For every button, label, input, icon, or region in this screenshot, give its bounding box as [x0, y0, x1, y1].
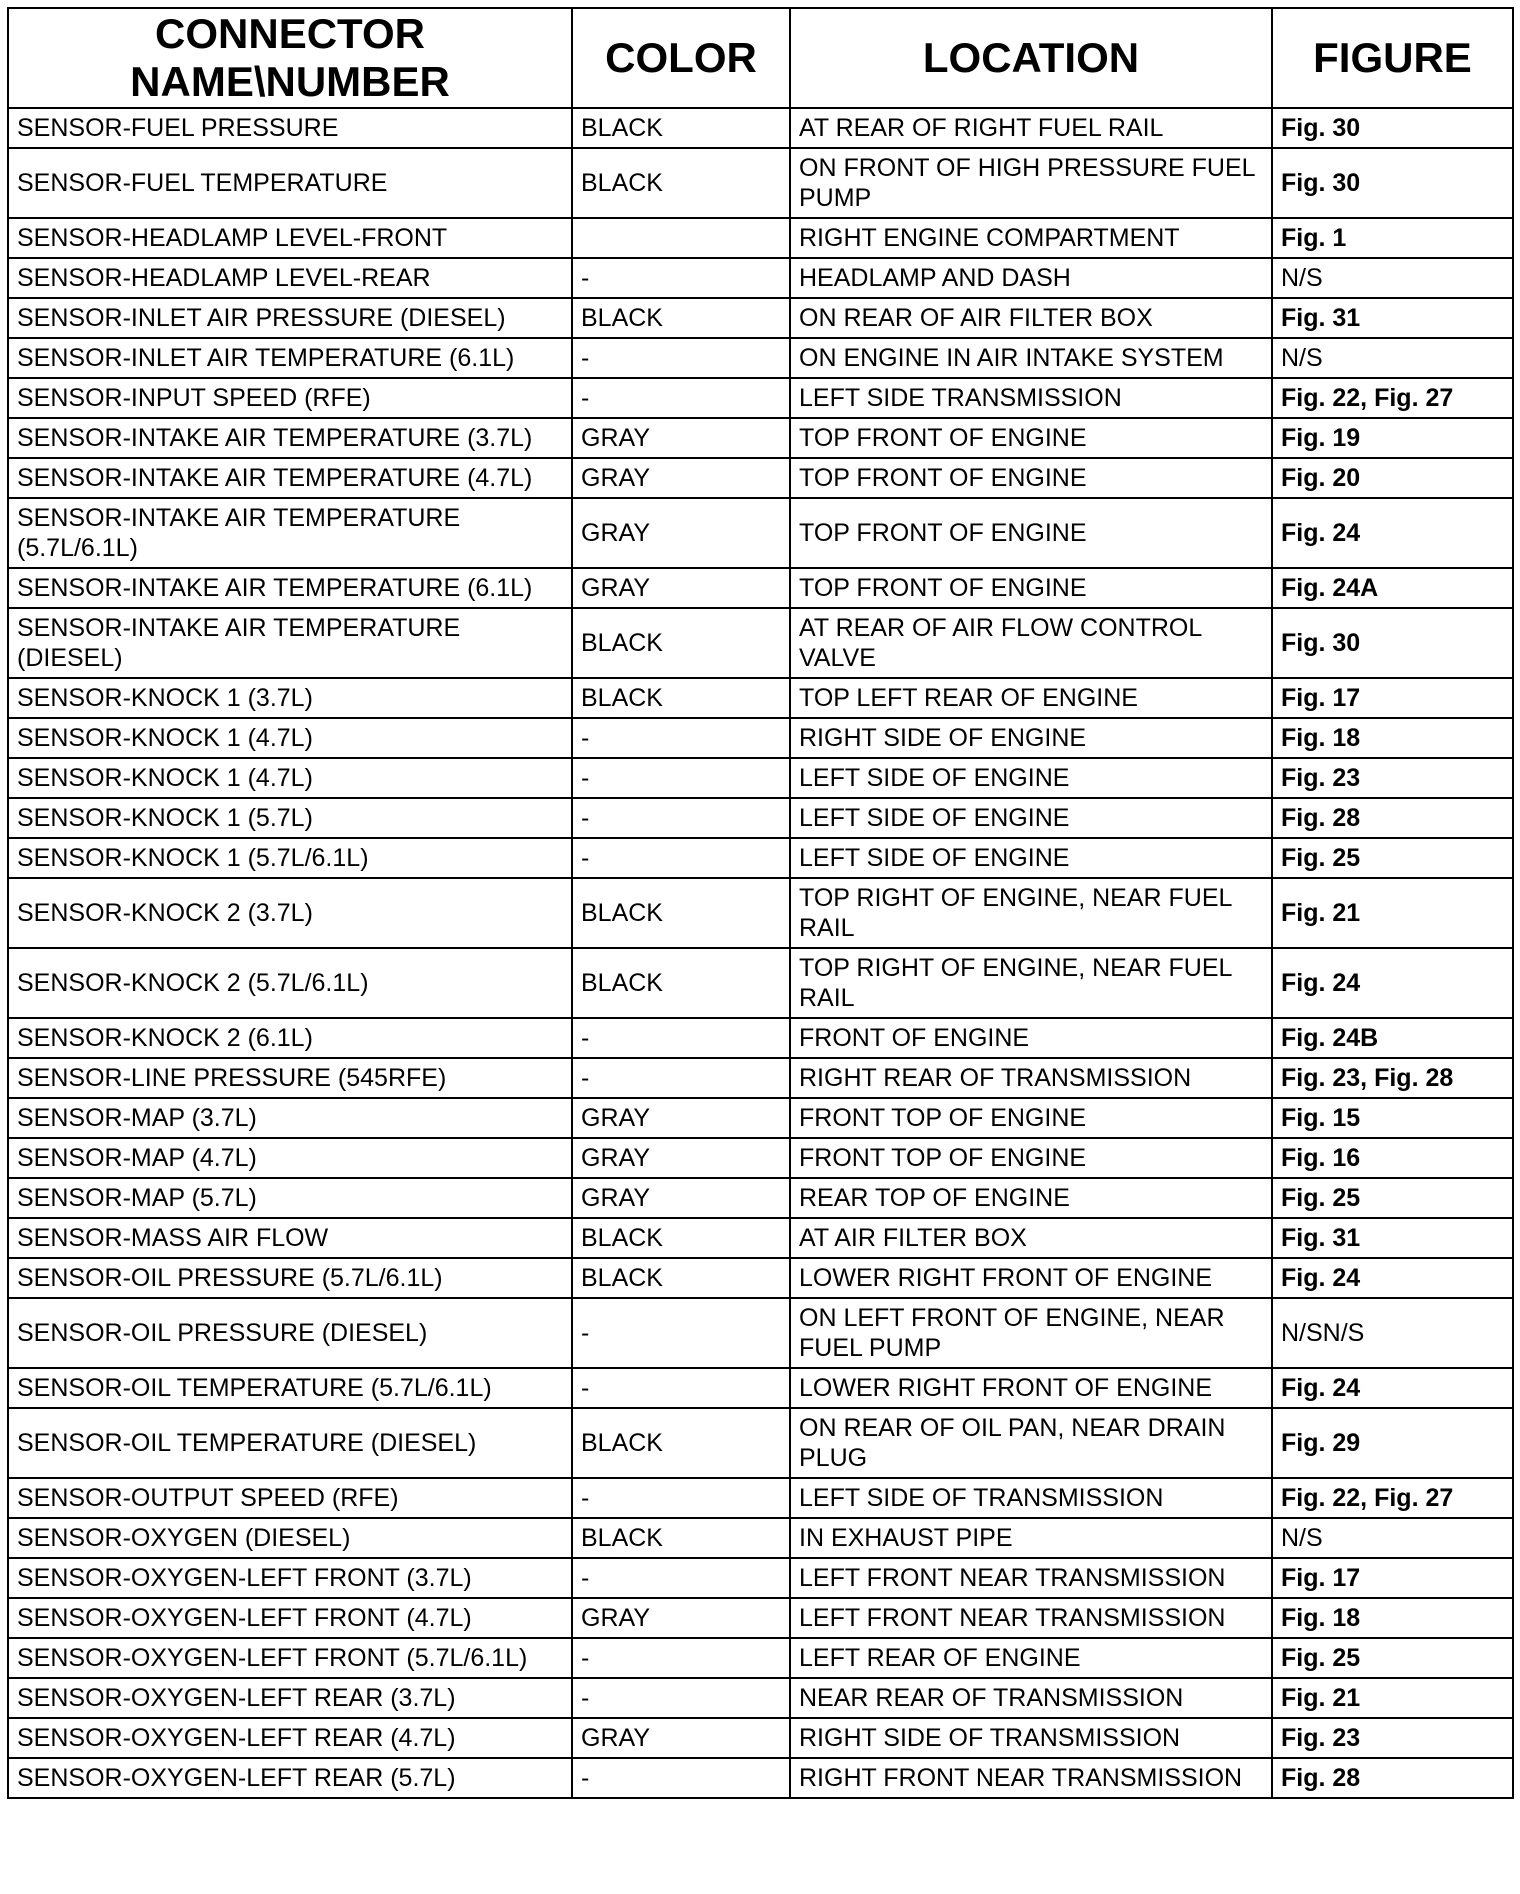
- cell-color: -: [572, 1298, 790, 1368]
- table-row: [8, 1478, 1513, 1518]
- cell-location: TOP FRONT OF ENGINE: [790, 498, 1272, 568]
- table-row: [8, 758, 1513, 798]
- table-row: [8, 718, 1513, 758]
- table-row: [8, 1408, 1513, 1478]
- cell-color: -: [572, 718, 790, 758]
- cell-location: FRONT OF ENGINE: [790, 1018, 1272, 1058]
- table-row: [8, 1298, 1513, 1368]
- table-row: [8, 798, 1513, 838]
- cell-location: RIGHT SIDE OF TRANSMISSION: [790, 1718, 1272, 1758]
- cell-color: GRAY: [572, 1598, 790, 1638]
- cell-location: TOP LEFT REAR OF ENGINE: [790, 678, 1272, 718]
- cell-location: RIGHT FRONT NEAR TRANSMISSION: [790, 1758, 1272, 1798]
- cell-connector-name: SENSOR-OIL TEMPERATURE (5.7L/6.1L): [8, 1368, 572, 1408]
- table-row: [8, 418, 1513, 458]
- cell-color: -: [572, 1478, 790, 1518]
- cell-color: -: [572, 1558, 790, 1598]
- cell-location: REAR TOP OF ENGINE: [790, 1178, 1272, 1218]
- cell-color: GRAY: [572, 1178, 790, 1218]
- header-location: LOCATION: [790, 8, 1272, 108]
- cell-location: LEFT SIDE OF ENGINE: [790, 758, 1272, 798]
- cell-connector-name: SENSOR-KNOCK 1 (4.7L): [8, 758, 572, 798]
- cell-connector-name: SENSOR-KNOCK 1 (5.7L): [8, 798, 572, 838]
- cell-figure: Fig. 31: [1272, 298, 1513, 338]
- cell-location: ON ENGINE IN AIR INTAKE SYSTEM: [790, 338, 1272, 378]
- cell-connector-name: SENSOR-INTAKE AIR TEMPERATURE (4.7L): [8, 458, 572, 498]
- cell-color: BLACK: [572, 298, 790, 338]
- cell-location: IN EXHAUST PIPE: [790, 1518, 1272, 1558]
- cell-figure: N/S: [1272, 258, 1513, 298]
- table-row: [8, 1018, 1513, 1058]
- cell-figure: Fig. 29: [1272, 1408, 1513, 1478]
- cell-connector-name: SENSOR-OXYGEN-LEFT REAR (5.7L): [8, 1758, 572, 1798]
- table-row: [8, 1218, 1513, 1258]
- cell-figure: Fig. 30: [1272, 148, 1513, 218]
- cell-figure: Fig. 28: [1272, 1758, 1513, 1798]
- cell-color: -: [572, 1368, 790, 1408]
- cell-connector-name: SENSOR-FUEL TEMPERATURE: [8, 148, 572, 218]
- cell-color: GRAY: [572, 1718, 790, 1758]
- cell-figure: Fig. 23: [1272, 1718, 1513, 1758]
- cell-color: BLACK: [572, 608, 790, 678]
- cell-color: BLACK: [572, 1518, 790, 1558]
- table-row: [8, 948, 1513, 1018]
- cell-color: BLACK: [572, 1408, 790, 1478]
- table-row: [8, 258, 1513, 298]
- cell-figure: Fig. 24: [1272, 1368, 1513, 1408]
- table-row: [8, 1678, 1513, 1718]
- cell-figure: Fig. 18: [1272, 718, 1513, 758]
- cell-figure: N/SN/S: [1272, 1298, 1513, 1368]
- cell-figure: N/S: [1272, 1518, 1513, 1558]
- cell-location: LEFT SIDE OF TRANSMISSION: [790, 1478, 1272, 1518]
- cell-connector-name: SENSOR-INTAKE AIR TEMPERATURE (6.1L): [8, 568, 572, 608]
- cell-connector-name: SENSOR-OXYGEN-LEFT REAR (4.7L): [8, 1718, 572, 1758]
- cell-location: TOP FRONT OF ENGINE: [790, 568, 1272, 608]
- cell-connector-name: SENSOR-KNOCK 2 (3.7L): [8, 878, 572, 948]
- table-row: [8, 678, 1513, 718]
- cell-color: -: [572, 1058, 790, 1098]
- cell-location: NEAR REAR OF TRANSMISSION: [790, 1678, 1272, 1718]
- cell-figure: Fig. 30: [1272, 608, 1513, 678]
- header-name-line1: CONNECTOR: [155, 10, 425, 57]
- cell-color: BLACK: [572, 878, 790, 948]
- table-row: [8, 298, 1513, 338]
- cell-location: AT REAR OF RIGHT FUEL RAIL: [790, 108, 1272, 148]
- cell-color: GRAY: [572, 568, 790, 608]
- cell-connector-name: SENSOR-MASS AIR FLOW: [8, 1218, 572, 1258]
- cell-figure: Fig. 18: [1272, 1598, 1513, 1638]
- document-page: [7, 7, 1514, 1799]
- cell-location: AT AIR FILTER BOX: [790, 1218, 1272, 1258]
- cell-figure: Fig. 24: [1272, 1258, 1513, 1298]
- cell-connector-name: SENSOR-OXYGEN-LEFT FRONT (4.7L): [8, 1598, 572, 1638]
- table-row: [8, 378, 1513, 418]
- cell-color: -: [572, 1018, 790, 1058]
- table-row: [8, 1258, 1513, 1298]
- cell-connector-name: SENSOR-INPUT SPEED (RFE): [8, 378, 572, 418]
- cell-figure: Fig. 15: [1272, 1098, 1513, 1138]
- table-row: [8, 838, 1513, 878]
- cell-figure: Fig. 1: [1272, 218, 1513, 258]
- cell-color: -: [572, 1758, 790, 1798]
- cell-color: BLACK: [572, 1258, 790, 1298]
- cell-location: LOWER RIGHT FRONT OF ENGINE: [790, 1258, 1272, 1298]
- cell-color: -: [572, 798, 790, 838]
- cell-color: BLACK: [572, 1218, 790, 1258]
- cell-figure: Fig. 21: [1272, 878, 1513, 948]
- cell-color: GRAY: [572, 1138, 790, 1178]
- table-row: [8, 1758, 1513, 1798]
- cell-connector-name: SENSOR-OXYGEN-LEFT FRONT (5.7L/6.1L): [8, 1638, 572, 1678]
- cell-figure: Fig. 24: [1272, 498, 1513, 568]
- table-row: [8, 1518, 1513, 1558]
- header-color: COLOR: [572, 8, 790, 108]
- cell-figure: Fig. 17: [1272, 1558, 1513, 1598]
- cell-location: RIGHT SIDE OF ENGINE: [790, 718, 1272, 758]
- cell-figure: Fig. 24B: [1272, 1018, 1513, 1058]
- cell-figure: N/S: [1272, 338, 1513, 378]
- cell-connector-name: SENSOR-OXYGEN-LEFT FRONT (3.7L): [8, 1558, 572, 1598]
- table-row: [8, 1058, 1513, 1098]
- cell-connector-name: SENSOR-INLET AIR PRESSURE (DIESEL): [8, 298, 572, 338]
- cell-color: GRAY: [572, 1098, 790, 1138]
- cell-figure: Fig. 23: [1272, 758, 1513, 798]
- cell-location: TOP FRONT OF ENGINE: [790, 458, 1272, 498]
- cell-figure: Fig. 25: [1272, 1178, 1513, 1218]
- cell-location: LEFT SIDE TRANSMISSION: [790, 378, 1272, 418]
- cell-connector-name: SENSOR-KNOCK 1 (5.7L/6.1L): [8, 838, 572, 878]
- cell-connector-name: SENSOR-FUEL PRESSURE: [8, 108, 572, 148]
- cell-figure: Fig. 22, Fig. 27: [1272, 1478, 1513, 1518]
- header-row: [8, 8, 1513, 108]
- cell-color: GRAY: [572, 498, 790, 568]
- cell-location: LOWER RIGHT FRONT OF ENGINE: [790, 1368, 1272, 1408]
- table-row: [8, 218, 1513, 258]
- table-row: [8, 878, 1513, 948]
- cell-connector-name: SENSOR-MAP (4.7L): [8, 1138, 572, 1178]
- cell-location: LEFT REAR OF ENGINE: [790, 1638, 1272, 1678]
- cell-figure: Fig. 28: [1272, 798, 1513, 838]
- cell-connector-name: SENSOR-HEADLAMP LEVEL-REAR: [8, 258, 572, 298]
- cell-location: ON LEFT FRONT OF ENGINE, NEAR FUEL PUMP: [790, 1298, 1272, 1368]
- table-row: [8, 1178, 1513, 1218]
- cell-figure: Fig. 19: [1272, 418, 1513, 458]
- cell-location: FRONT TOP OF ENGINE: [790, 1138, 1272, 1178]
- cell-color: -: [572, 1678, 790, 1718]
- cell-location: ON REAR OF AIR FILTER BOX: [790, 298, 1272, 338]
- table-row: [8, 1558, 1513, 1598]
- cell-color: -: [572, 258, 790, 298]
- table-row: [8, 338, 1513, 378]
- cell-location: LEFT FRONT NEAR TRANSMISSION: [790, 1598, 1272, 1638]
- cell-figure: Fig. 21: [1272, 1678, 1513, 1718]
- cell-connector-name: SENSOR-OIL TEMPERATURE (DIESEL): [8, 1408, 572, 1478]
- cell-color: BLACK: [572, 678, 790, 718]
- cell-color: -: [572, 1638, 790, 1678]
- cell-connector-name: SENSOR-OXYGEN (DIESEL): [8, 1518, 572, 1558]
- cell-connector-name: SENSOR-KNOCK 2 (5.7L/6.1L): [8, 948, 572, 1018]
- cell-figure: Fig. 20: [1272, 458, 1513, 498]
- cell-figure: Fig. 31: [1272, 1218, 1513, 1258]
- table-row: [8, 1638, 1513, 1678]
- cell-location: FRONT TOP OF ENGINE: [790, 1098, 1272, 1138]
- cell-color: BLACK: [572, 948, 790, 1018]
- cell-location: RIGHT ENGINE COMPARTMENT: [790, 218, 1272, 258]
- cell-figure: Fig. 23, Fig. 28: [1272, 1058, 1513, 1098]
- cell-location: RIGHT REAR OF TRANSMISSION: [790, 1058, 1272, 1098]
- header-connector-name: [8, 8, 572, 108]
- cell-figure: Fig. 16: [1272, 1138, 1513, 1178]
- cell-color: -: [572, 758, 790, 798]
- table-row: [8, 1368, 1513, 1408]
- cell-connector-name: SENSOR-KNOCK 1 (4.7L): [8, 718, 572, 758]
- cell-color: GRAY: [572, 418, 790, 458]
- cell-connector-name: SENSOR-INTAKE AIR TEMPERATURE (3.7L): [8, 418, 572, 458]
- table-row: [8, 1598, 1513, 1638]
- cell-connector-name: SENSOR-HEADLAMP LEVEL-FRONT: [8, 218, 572, 258]
- cell-figure: Fig. 22, Fig. 27: [1272, 378, 1513, 418]
- cell-figure: Fig. 24: [1272, 948, 1513, 1018]
- cell-connector-name: SENSOR-INTAKE AIR TEMPERATURE (5.7L/6.1L): [8, 498, 572, 568]
- cell-figure: Fig. 30: [1272, 108, 1513, 148]
- cell-location: ON FRONT OF HIGH PRESSURE FUEL PUMP: [790, 148, 1272, 218]
- cell-color: -: [572, 338, 790, 378]
- cell-location: TOP RIGHT OF ENGINE, NEAR FUEL RAIL: [790, 948, 1272, 1018]
- cell-connector-name: SENSOR-OIL PRESSURE (5.7L/6.1L): [8, 1258, 572, 1298]
- cell-connector-name: SENSOR-KNOCK 1 (3.7L): [8, 678, 572, 718]
- cell-connector-name: SENSOR-MAP (5.7L): [8, 1178, 572, 1218]
- table-row: [8, 1098, 1513, 1138]
- cell-figure: Fig. 25: [1272, 1638, 1513, 1678]
- header-name-line2: NAME\NUMBER: [130, 58, 450, 105]
- cell-location: LEFT SIDE OF ENGINE: [790, 798, 1272, 838]
- header-figure: FIGURE: [1272, 8, 1513, 108]
- cell-color: GRAY: [572, 458, 790, 498]
- cell-color: [572, 218, 790, 258]
- table-row: [8, 608, 1513, 678]
- cell-connector-name: SENSOR-INTAKE AIR TEMPERATURE (DIESEL): [8, 608, 572, 678]
- cell-figure: Fig. 24A: [1272, 568, 1513, 608]
- cell-location: AT REAR OF AIR FLOW CONTROL VALVE: [790, 608, 1272, 678]
- cell-location: HEADLAMP AND DASH: [790, 258, 1272, 298]
- cell-location: LEFT FRONT NEAR TRANSMISSION: [790, 1558, 1272, 1598]
- table-row: [8, 148, 1513, 218]
- cell-location: TOP RIGHT OF ENGINE, NEAR FUEL RAIL: [790, 878, 1272, 948]
- cell-color: BLACK: [572, 148, 790, 218]
- table-row: [8, 498, 1513, 568]
- cell-figure: Fig. 25: [1272, 838, 1513, 878]
- cell-color: -: [572, 838, 790, 878]
- table-row: [8, 1138, 1513, 1178]
- connector-table: [7, 7, 1514, 1799]
- table-row: [8, 108, 1513, 148]
- table-row: [8, 1718, 1513, 1758]
- cell-color: BLACK: [572, 108, 790, 148]
- cell-connector-name: SENSOR-MAP (3.7L): [8, 1098, 572, 1138]
- table-row: [8, 568, 1513, 608]
- cell-connector-name: SENSOR-KNOCK 2 (6.1L): [8, 1018, 572, 1058]
- cell-figure: Fig. 17: [1272, 678, 1513, 718]
- cell-connector-name: SENSOR-OIL PRESSURE (DIESEL): [8, 1298, 572, 1368]
- table-row: [8, 458, 1513, 498]
- cell-connector-name: SENSOR-OUTPUT SPEED (RFE): [8, 1478, 572, 1518]
- cell-connector-name: SENSOR-INLET AIR TEMPERATURE (6.1L): [8, 338, 572, 378]
- cell-location: ON REAR OF OIL PAN, NEAR DRAIN PLUG: [790, 1408, 1272, 1478]
- cell-location: TOP FRONT OF ENGINE: [790, 418, 1272, 458]
- cell-connector-name: SENSOR-LINE PRESSURE (545RFE): [8, 1058, 572, 1098]
- cell-location: LEFT SIDE OF ENGINE: [790, 838, 1272, 878]
- cell-color: -: [572, 378, 790, 418]
- cell-connector-name: SENSOR-OXYGEN-LEFT REAR (3.7L): [8, 1678, 572, 1718]
